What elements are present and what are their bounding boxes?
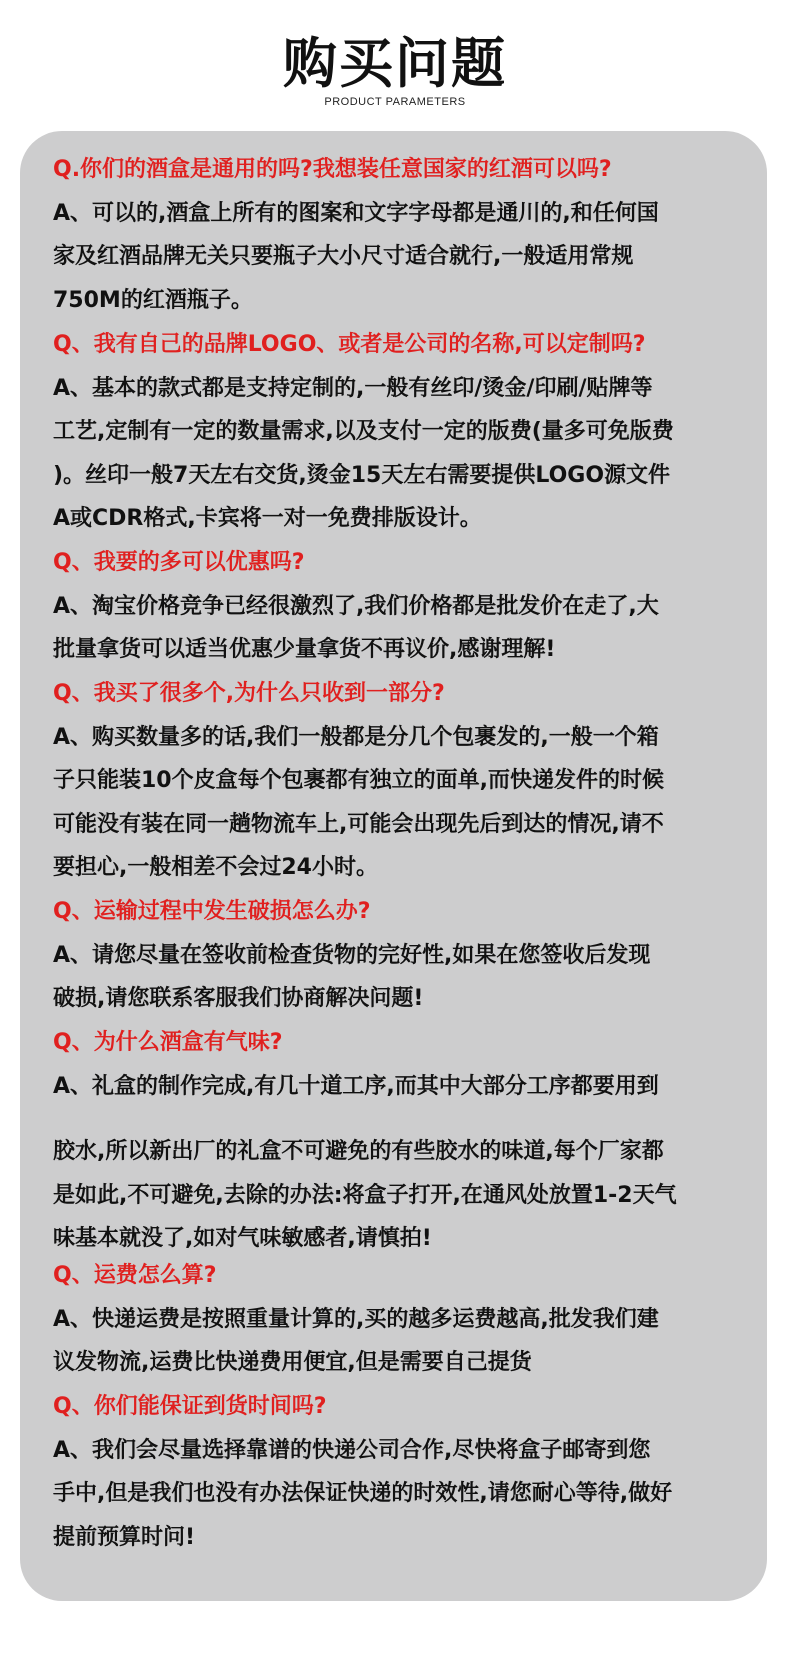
faq-item-partial-delivery [53, 672, 753, 890]
page-subtitle: PRODUCT PARAMETERS [324, 96, 466, 108]
faq-answer-line: 是如此,不可避免,去除的办法:将盒子打开,在通风处放置1-2天气 [53, 1182, 677, 1208]
faq-item-shipping-cost [53, 1254, 753, 1385]
faq-answer-line: A、淘宝价格竞争已经很激烈了,我们价格都是批发价在走了,大 [53, 593, 659, 619]
faq-answer-line: A、可以的,酒盒上所有的图案和文字字母都是通川的,和任何国 [53, 200, 659, 226]
faq-item-odor-continued [53, 1130, 753, 1261]
faq-answer-line: A、快递运费是按照重量计算的,买的越多运费越高,批发我们建 [53, 1306, 659, 1332]
faq-question: Q、我要的多可以优惠吗? [53, 550, 305, 575]
faq-answer-line: 要担心,一般相差不会过24小时。 [53, 855, 378, 880]
faq-answer-line: 批量拿货可以适当优惠少量拿货不再议价,感谢理解! [53, 637, 556, 662]
faq-answer-line: 家及红酒品牌无关只要瓶子大小尺寸适合就行,一般适用常规 [53, 244, 634, 269]
faq-question: Q、为什么酒盒有气味? [53, 1030, 283, 1055]
faq-answer-line: 味基本就没了,如对气味敏感者,请慎拍! [53, 1226, 432, 1251]
faq-answer-line: 破损,请您联系客服我们协商解决问题! [53, 986, 424, 1011]
faq-answer-line: 可能没有装在同一趟物流车上,可能会出现先后到达的情况,请不 [53, 811, 664, 837]
page-title: 购买问题 [283, 32, 507, 95]
faq-item-discount [53, 541, 753, 672]
faq-item-delivery-time [53, 1385, 753, 1559]
faq-answer-line: 议发物流,运费比快递费用便宜,但是需要自己提货 [53, 1350, 532, 1375]
faq-answer-line: 提前预算时问! [53, 1524, 196, 1550]
faq-answer-line: 工艺,定制有一定的数量需求,以及支付一定的版费(量多可免版费 [53, 419, 674, 444]
faq-answer-line: A、礼盒的制作完成,有几十道工序,而其中大部分工序都要用到 [53, 1073, 659, 1099]
faq-answer-line: 手中,但是我们也没有办法保证快递的时效性,请您耐心等待,做好 [53, 1481, 673, 1506]
faq-question: Q、我买了很多个,为什么只收到一部分? [53, 681, 445, 706]
faq-item-odor [53, 1021, 753, 1108]
faq-answer-line: )。丝印一般7天左右交货,烫金15天左右需要提供LOGO源文件 [53, 462, 671, 488]
faq-answer-line: 胶水,所以新出厂的礼盒不可避免的有些胶水的味道,每个厂家都 [53, 1139, 664, 1164]
faq-answer-line: A、我们会尽量选择靠谱的快递公司合作,尽快将盒子邮寄到您 [53, 1437, 651, 1463]
faq-answer-line: 750M的红酒瓶子。 [53, 287, 253, 313]
faq-answer-line: A、购买数量多的话,我们一般都是分几个包裹发的,一般一个箱 [53, 724, 659, 750]
faq-question: Q、运费怎么算? [53, 1263, 217, 1288]
faq-answer-line: A、请您尽量在签收前检查货物的完好性,如果在您签收后发现 [53, 942, 651, 968]
faq-answer-line: A或CDR格式,卡宾将一对一免费排版设计。 [53, 506, 482, 531]
faq-answer-line: A、基本的款式都是支持定制的,一般有丝印/烫金/印刷/贴牌等 [53, 375, 653, 401]
faq-answer-line: 子只能装10个皮盒每个包裹都有独立的面单,而快递发件的时候 [53, 768, 664, 793]
faq-question: Q.你们的酒盒是通用的吗?我想装任意国家的红酒可以吗? [53, 157, 612, 182]
faq-item-damage [53, 890, 753, 1021]
faq-item-compatibility [53, 148, 753, 322]
faq-question: Q、我有自己的品牌LOGO、或者是公司的名称,可以定制吗? [53, 332, 646, 357]
faq-item-customization [53, 323, 753, 541]
faq-question: Q、运输过程中发生破损怎么办? [53, 899, 371, 924]
faq-question: Q、你们能保证到货时间吗? [53, 1394, 327, 1419]
